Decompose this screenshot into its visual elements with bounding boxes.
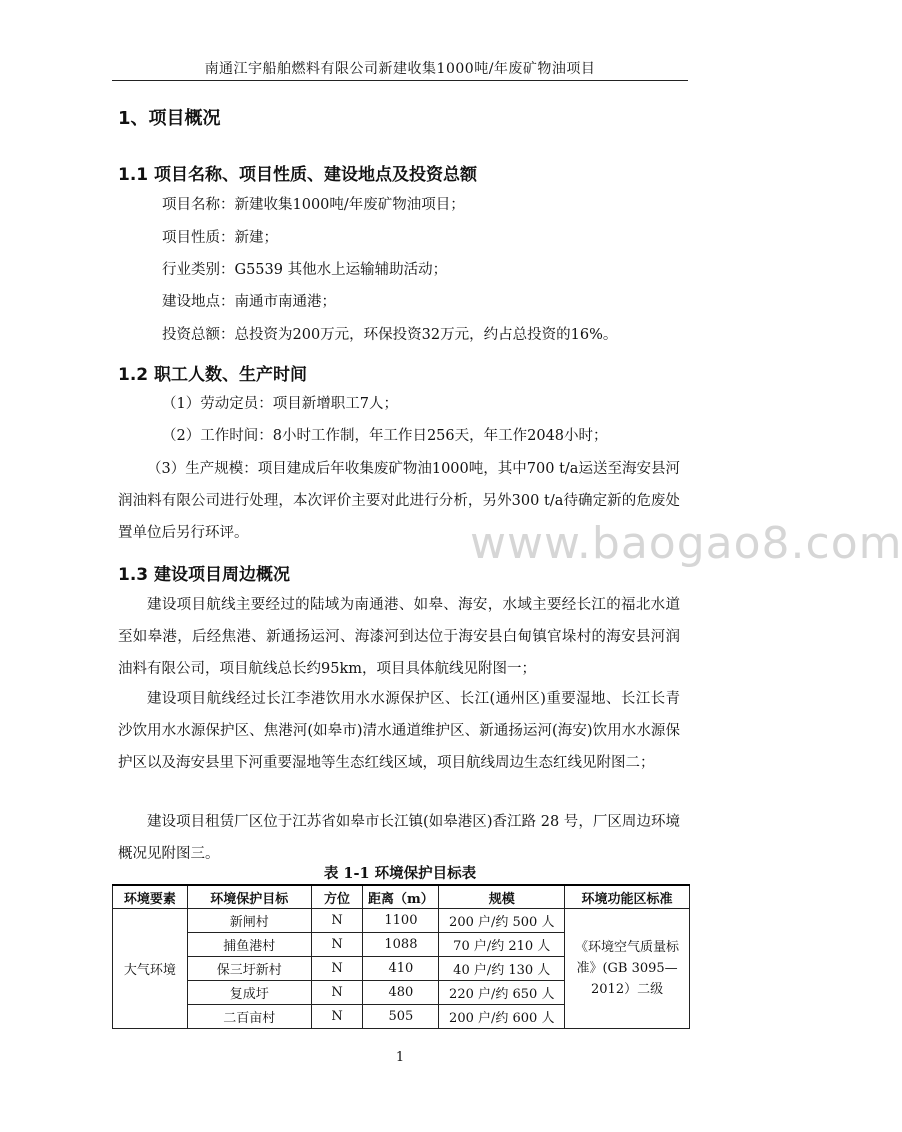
project-nature-line: 项目性质：新建； xyxy=(162,230,278,246)
production-scale-paragraph: （3）生产规模：项目建成后年收集废矿物油1000吨，其中700 t/a运送至海安县河润油料有限公司进行处理，本次评价主要对此进行分析，另外300 t/a待确定新的危废处置单位后另行环评。 xyxy=(118,461,680,541)
environment-protection-table xyxy=(112,884,690,1029)
route-paragraph: 建设项目航线主要经过的陆域为南通港、如皋、海安，水域主要经长江的福北水道至如皋港，后经焦港、新通扬运河、海漆河到达位于海安县白甸镇官垛村的海安县河润油料有限公司，项目航线总长约95km，项目具体航线见附图一； xyxy=(118,597,680,677)
ecological-redline-paragraph: 建设项目航线经过长江李港饮用水水源保护区、长江(通州区)重要湿地、长江长青沙饮用水水源保护区、焦港河(如皋市)清水通道维护区、新通扬运河(海安)饮用水水源保护区以及海安县里下河重要湿地等生态红线区域，项目航线周边生态红线见附图二； xyxy=(118,691,680,771)
target-cell: 复成圩 xyxy=(187,981,311,1005)
section-1-title: 1、项目概况 xyxy=(118,108,221,129)
distance-cell: 410 xyxy=(363,957,439,981)
watermark: www.baogao8.com xyxy=(470,518,902,569)
table-row xyxy=(113,909,690,933)
header-direction: 方位 xyxy=(311,885,363,909)
section-1-1-title: 1.1 项目名称、项目性质、建设地点及投资总额 xyxy=(118,165,478,185)
distance-cell: 1100 xyxy=(363,909,439,933)
scale-cell: 200 户/约 500 人 xyxy=(439,909,565,933)
direction-cell: N xyxy=(311,957,363,981)
scale-cell: 70 户/约 210 人 xyxy=(439,933,565,957)
direction-cell: N xyxy=(311,1005,363,1029)
project-name-line: 项目名称：新建收集1000吨/年废矿物油项目； xyxy=(162,197,465,213)
table-header-row xyxy=(113,885,690,909)
page-header: 南通江宇船舶燃料有限公司新建收集1000吨/年废矿物油项目 xyxy=(204,61,596,77)
standard-cell: 《环境空气质量标准》(GB 3095—2012）二级 xyxy=(565,909,690,1029)
investment-line: 投资总额：总投资为200万元，环保投资32万元，约占总投资的16%。 xyxy=(162,327,618,343)
header-distance: 距离（m） xyxy=(363,885,439,909)
distance-cell: 480 xyxy=(363,981,439,1005)
distance-cell: 505 xyxy=(363,1005,439,1029)
target-cell: 捕鱼港村 xyxy=(187,933,311,957)
scale-cell: 220 户/约 650 人 xyxy=(439,981,565,1005)
element-cell: 大气环境 xyxy=(113,909,188,1029)
scale-cell: 40 户/约 130 人 xyxy=(439,957,565,981)
location-line: 建设地点：南通市南通港； xyxy=(162,294,336,310)
section-1-3-title: 1.3 建设项目周边概况 xyxy=(118,565,291,585)
work-time-line: （2）工作时间：8小时工作制，年工作日256天，年工作2048小时； xyxy=(162,428,608,444)
header-divider xyxy=(112,80,688,81)
target-cell: 二百亩村 xyxy=(187,1005,311,1029)
distance-cell: 1088 xyxy=(363,933,439,957)
direction-cell: N xyxy=(311,933,363,957)
target-cell: 保三圩新村 xyxy=(187,957,311,981)
header-element: 环境要素 xyxy=(113,885,188,909)
section-1-2-title: 1.2 职工人数、生产时间 xyxy=(118,365,308,385)
header-standard: 环境功能区标准 xyxy=(565,885,690,909)
staffing-line: （1）劳动定员：项目新增职工7人； xyxy=(162,396,398,412)
table-caption: 表 1-1 环境保护目标表 xyxy=(323,865,477,882)
industry-category-line: 行业类别：G5539 其他水上运输辅助活动； xyxy=(162,262,448,278)
header-scale: 规模 xyxy=(439,885,565,909)
direction-cell: N xyxy=(311,981,363,1005)
direction-cell: N xyxy=(311,909,363,933)
page-number: 1 xyxy=(395,1050,405,1065)
target-cell: 新闸村 xyxy=(187,909,311,933)
header-target: 环境保护目标 xyxy=(187,885,311,909)
scale-cell: 200 户/约 600 人 xyxy=(439,1005,565,1029)
site-paragraph: 建设项目租赁厂区位于江苏省如皋市长江镇(如皋港区)香江路 28 号，厂区周边环境概况见附图三。 xyxy=(118,814,680,862)
